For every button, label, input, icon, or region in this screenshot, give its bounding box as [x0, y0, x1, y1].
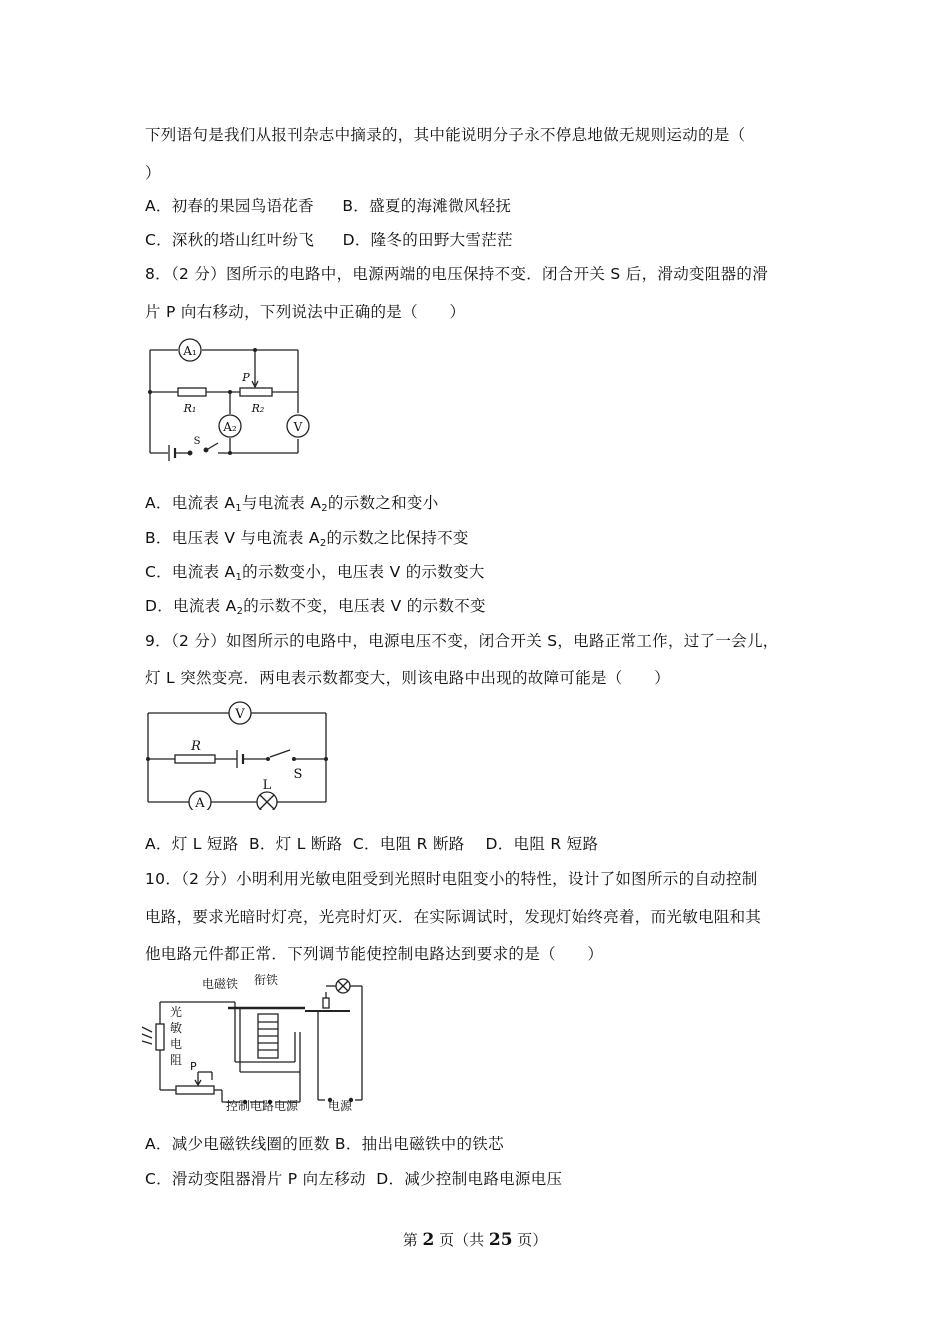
q9-lamp-label: L — [262, 778, 272, 793]
q8-stem-line1: 8．（2 分）图所示的电路中，电源两端的电压保持不变．闭合开关 S 后，滑动变阻器的滑 — [145, 265, 768, 283]
total-page-count: 25 — [488, 1230, 513, 1250]
q8-resistor-r2-label: R₂ — [251, 402, 265, 415]
q8-voltmeter-label: V — [293, 420, 303, 434]
q9-stem-line1: 9．（2 分）如图所示的电路中，电源电压不变，闭合开关 S，电路正常工作，过了一会儿， — [145, 632, 779, 650]
q9-ammeter-label: A — [195, 796, 205, 810]
q10-stem-line2: 电路，要求光暗时灯亮，光亮时灯灭．在实际调试时，发现灯始终亮着，而光敏电阻和其 — [145, 908, 762, 926]
q7-stem-line1: 下列语句是我们从报刊杂志中摘录的，其中能说明分子永不停息地做无规则运动的是（ — [145, 126, 746, 144]
q10-stem-line1: 10．（2 分）小明利用光敏电阻受到光照时电阻变小的特性，设计了如图所示的自动控制 — [145, 870, 758, 888]
q10-armature-label: 衔铁 — [254, 973, 279, 987]
q7-option-c: C．深秋的塔山红叶纷飞 — [145, 231, 315, 249]
q7-option-a: A．初春的果园鸟语花香 — [145, 197, 314, 215]
q7-option-d: D．隆冬的田野大雪茫茫 — [342, 231, 513, 249]
q8-option-d: D．电流表 $A_2$的示数不变，电压表 V 的示数不变 — [145, 597, 486, 617]
q7-options-cd — [145, 229, 513, 251]
q10-photoresistor-char3: 电 — [170, 1037, 183, 1051]
q8-switch-s-label: S — [193, 436, 201, 447]
q7-stem-line2: ） — [145, 164, 161, 182]
q10-slider-p-label: P — [190, 1060, 197, 1073]
q8-option-c: C．电流表 $A_1$的示数变小，电压表 V 的示数变大 — [145, 563, 485, 583]
q8-circuit-diagram — [140, 335, 310, 465]
q9-circuit-diagram — [140, 700, 335, 810]
q10-power-source-label: 电源 — [328, 1099, 353, 1112]
q10-options-ab: A．减少电磁铁线圈的匝数 B．抽出电磁铁中的铁芯 — [145, 1135, 504, 1153]
q10-stem-line3: 他电路元件都正常．下列调节能使控制电路达到要求的是（ ） — [145, 945, 604, 963]
q9-stem-line2: 灯 L 突然变亮．两电表示数都变大，则该电路中出现的故障可能是（ ） — [145, 669, 670, 687]
q10-photoresistor-char1: 光 — [170, 1005, 183, 1019]
q8-slider-p-label: P — [242, 371, 250, 384]
q8-option-b: B．电压表 V 与电流表 $A_2$的示数之比保持不变 — [145, 529, 469, 549]
q10-photoresistor-char2: 敏 — [170, 1021, 183, 1035]
q8-resistor-r1-label: R₁ — [183, 402, 197, 415]
q10-electromagnet-label: 电磁铁 — [202, 977, 239, 991]
q10-control-circuit-diagram — [140, 972, 380, 1112]
q7-options-ab — [145, 195, 511, 217]
q7-option-b: B．盛夏的海滩微风轻抚 — [342, 197, 512, 215]
q8-ammeter-a2-label: A₂ — [223, 420, 237, 434]
q9-switch-label: S — [293, 767, 303, 782]
q8-option-a: A．电流表 $A_1$与电流表 $A_2$的示数之和变小 — [145, 494, 439, 514]
q10-photoresistor-char4: 阻 — [170, 1053, 183, 1067]
q9-options: A．灯 L 短路 B．灯 L 断路 C．电阻 R 断路 D．电阻 R 短路 — [145, 835, 599, 853]
current-page-number: 2 — [422, 1230, 435, 1250]
q10-control-source-label: 控制电路电源 — [226, 1099, 299, 1112]
q9-voltmeter-label: V — [235, 707, 245, 722]
q8-ammeter-a1-label: A₁ — [183, 344, 197, 358]
page-footer: 第 2 页（共 25 页） — [402, 1230, 548, 1250]
q9-resistor-label: R — [191, 739, 201, 754]
q8-stem-line2: 片 P 向右移动，下列说法中正确的是（ ） — [145, 303, 466, 321]
q10-options-cd: C．滑动变阻器滑片 P 向左移动 D．减少控制电路电源电压 — [145, 1170, 563, 1188]
